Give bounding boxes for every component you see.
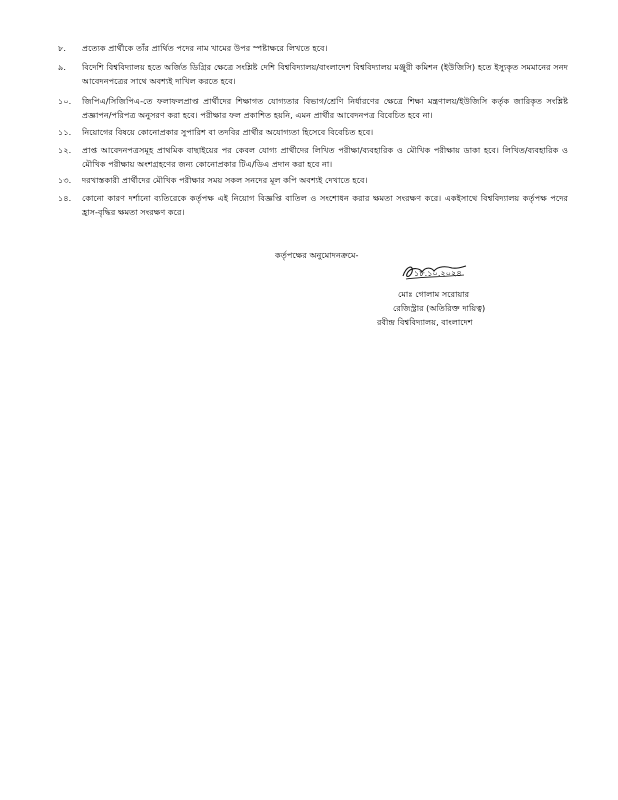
item-text: নিয়োগের বিষয়ে কোনোপ্রকার সুপারিশ বা তদবির প্রার্থীর অযোগ্যতা হিসেবে বিবেচিত হবে। <box>82 127 374 137</box>
signatory-organization: রবীন্দ্র বিশ্ববিদ্যালয়, বাংলাদেশ <box>377 317 473 327</box>
signature-date <box>414 266 462 280</box>
signature-date-text: ১৮.১০.২০২৪ <box>414 268 462 278</box>
item-number: ১২. <box>58 145 72 155</box>
item-number: ৮. <box>58 43 66 53</box>
item-number: ১১. <box>58 127 72 137</box>
item-number: ১৪. <box>58 193 72 203</box>
signatory-name: মোঃ গোলাম সরোয়ার <box>398 289 470 299</box>
approval-text: কর্তৃপক্ষের অনুমোদনক্রমে- <box>275 250 359 260</box>
item-text: কোনো কারণ দর্শানো ব্যতিরেকে কর্তৃপক্ষ এই নিয়োগ বিজ্ঞপ্তি বাতিল ও সংশোধন করার ক্ষমতা সংরক্ষণ করে। একইসাথে বিশ্ববিদ্যালয় কর্তৃপক্ষ পদের হ্রাস-বৃদ্ধির ক্ষমতা সংরক্ষণ করে। <box>82 193 568 217</box>
item-number: ১৩. <box>58 175 72 185</box>
signatory-title: রেজিস্ট্রার (অতিরিক্ত দায়িত্ব) <box>393 303 486 313</box>
item-text: প্রত্যেক প্রার্থীকে তাঁর প্রার্থিত পদের নাম খামের উপর স্পষ্টাক্ষরে লিখতে হবে। <box>82 43 328 53</box>
item-number: ১০. <box>58 96 72 106</box>
item-text: জিপিএ/সিজিপিএ-তে ফলাফলপ্রাপ্ত প্রার্থীদের শিক্ষাগত যোগ্যতার বিভাগ/শ্রেণি নির্ধারণের ক্ষেত্রে শিক্ষা মন্ত্রণালয়/ইউজিসি কর্তৃক জারিকৃত সংশ্লিষ্ট প্রজ্ঞাপন/পরিপত্র অনুসরণ করা হবে। পরীক্ষার ফল প্রকাশিত হয়নি, এমন প্রার্থীর আবেদনপত্র বিবেচিত হবে না। <box>82 96 568 120</box>
item-number: ৯. <box>58 62 66 72</box>
item-text: প্রাপ্ত আবেদনপত্রসমূহ প্রাথমিক বাছাইয়ের পর কেবল যোগ্য প্রার্থীদের লিখিত পরীক্ষা/ব্যবহারিক ও মৌখিক পরীক্ষায় ডাকা হবে। লিখিত/ব্যবহারিক ও মৌখিক পরীক্ষায় অংশগ্রহণের জন্য কোনোপ্রকার টিএ/ডিএ প্রদান করা হবে না। <box>82 145 568 169</box>
approval-note <box>275 248 358 262</box>
item-text: বিদেশি বিশ্ববিদ্যালয় হতে অর্জিত ডিগ্রির ক্ষেত্রে সংশ্লিষ্ট দেশি বিশ্ববিদ্যালয়/বাংলাদেশ বিশ্ববিদ্যালয় মঞ্জুরী কমিশন (ইউজিসি) হতে ইস্যুকৃত সমমানের সনদ আবেদনপত্রের সাথে অবশ্যই দাখিল করতে হবে। <box>82 62 568 86</box>
signatory-block <box>377 287 486 329</box>
item-text: দরখাস্তকারী প্রার্থীদের মৌখিক পরীক্ষার সময় সকল সনদের মূল কপি অবশ্যই দেখাতে হবে। <box>82 175 368 185</box>
